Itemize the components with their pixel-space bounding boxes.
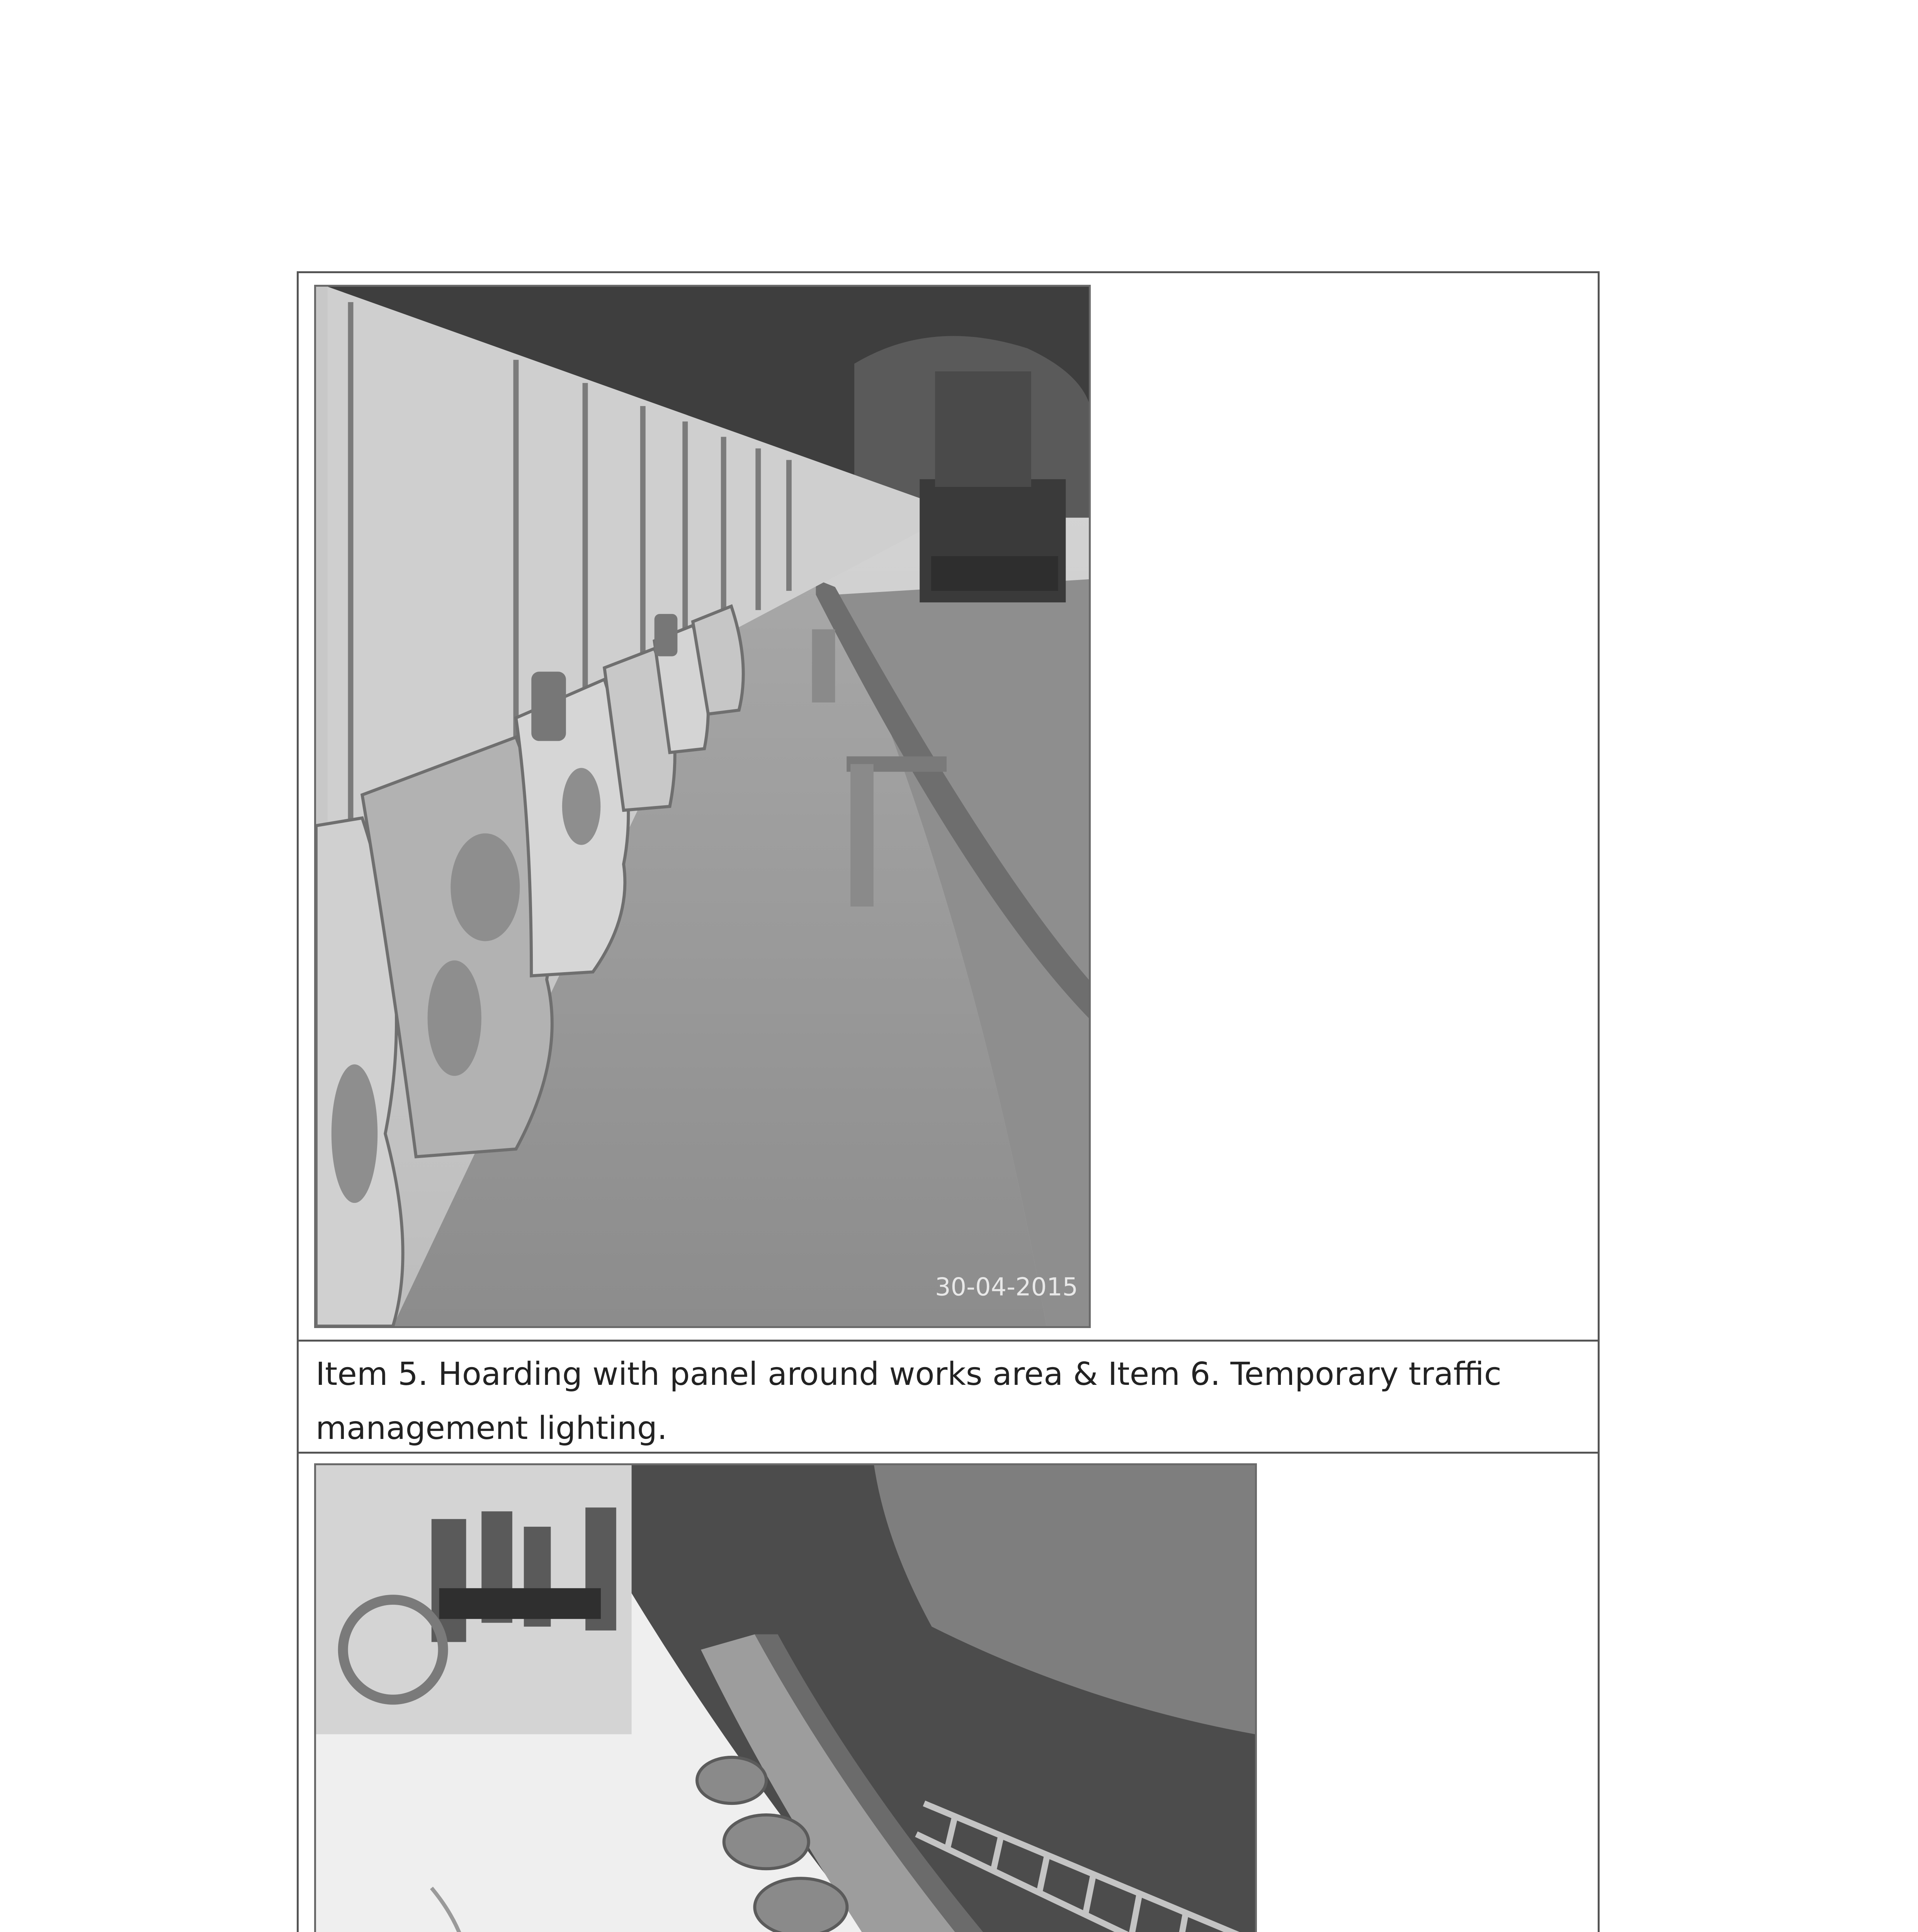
photo-drain-sandbags (314, 1463, 1257, 1932)
row-divider-1 (299, 1340, 1598, 1342)
photo-record-table (297, 271, 1600, 1932)
photo-1-date-stamp: 30-04-2015 (935, 1273, 1078, 1302)
caption-item-5-6: Item 5. Hoarding with panel around works area & Item 6. Temporary traffic management lighting. (316, 1356, 1501, 1447)
photo-hoarding-barriers-icon (316, 287, 1089, 1326)
row-divider-2 (299, 1452, 1598, 1454)
photo-drain-sandbags-icon (316, 1465, 1255, 1932)
photo-hoarding-barriers (314, 285, 1091, 1328)
